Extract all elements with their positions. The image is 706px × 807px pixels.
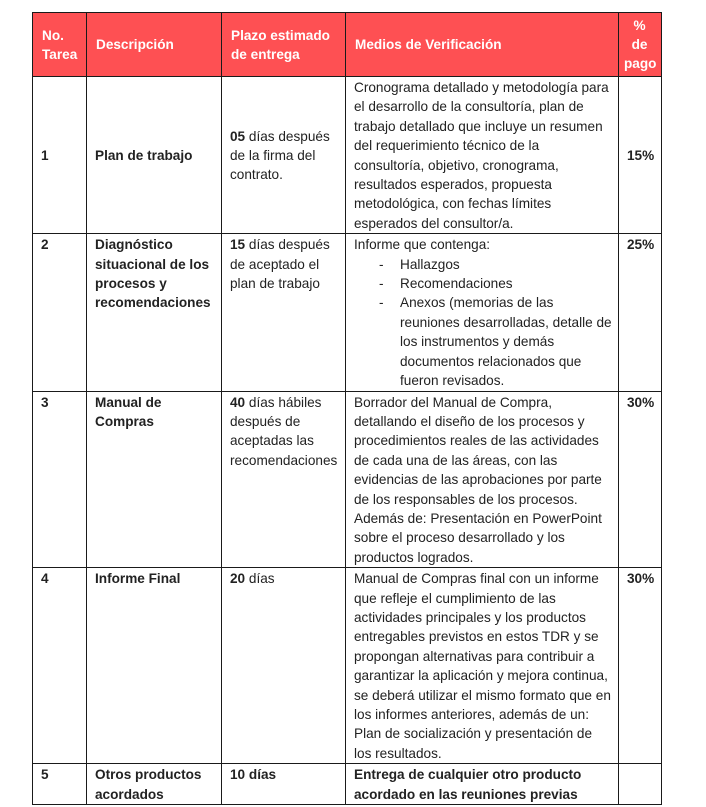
list-item: - Hallazgos bbox=[354, 255, 612, 274]
cell-plazo bbox=[222, 391, 346, 568]
cell-descripcion: Informe Final bbox=[87, 568, 222, 764]
plazo-days: 15 bbox=[230, 237, 246, 253]
cell-pago: 15% bbox=[619, 77, 662, 234]
plazo-days: 20 bbox=[230, 571, 246, 587]
header-medios: Medios de Verificación bbox=[346, 13, 619, 77]
header-pago: % de pago bbox=[619, 13, 662, 77]
cell-plazo bbox=[222, 77, 346, 234]
cell-pago: 30% bbox=[619, 391, 662, 568]
cell-no: 2 bbox=[33, 234, 87, 391]
plazo-days: 40 bbox=[230, 394, 246, 410]
plazo-text: días bbox=[245, 571, 275, 587]
header-descripcion: Descripción bbox=[87, 13, 222, 77]
table-row bbox=[33, 391, 662, 568]
table-row bbox=[33, 764, 662, 805]
cell-medios: Manual de Compras final con un informe que refleje el cumplimiento de las actividades principales y los productos entregables previstos en estos TDR y se propongan alternativas para contribuir a garantizar la aplicación y mejora continua, se deberá utilizar el mismo formato que en los informes anteriores, además de un: Plan de socialización y presentación de los resultados. bbox=[346, 568, 619, 764]
plazo-text: días hábiles después de aceptadas las recomendaciones bbox=[230, 394, 338, 468]
cell-medios: Entrega de cualquier otro producto acordado en las reuniones previas bbox=[346, 764, 619, 805]
cell-medios: Borrador del Manual de Compra, detallando el diseño de los procesos y procedimientos reales de las actividades de cada una de las áreas, con las evidencias de las aprobaciones por parte de los responsables de los procesos. Además de: Presentación en PowerPoint sobre el proceso desarrollado y los productos logrados. bbox=[346, 391, 619, 568]
plazo-text: días después de la firma del contrato. bbox=[230, 128, 330, 183]
cell-medios: Cronograma detallado y metodología para el desarrollo de la consultoría, plan de trabajo detallado que incluye un resumen del requerimiento técnico de la consultoría, objetivo, cronograma, resultados esperados, propuesta metodológica, con fechas límites esperados del consultor/a. bbox=[346, 77, 619, 234]
cell-plazo bbox=[222, 234, 346, 391]
cell-no: 5 bbox=[33, 764, 87, 805]
table-row bbox=[33, 568, 662, 764]
list-item: - Recomendaciones bbox=[354, 274, 612, 293]
plazo-text: días después de aceptado el plan de trabajo bbox=[230, 237, 330, 292]
medios-intro: Informe que contenga: bbox=[354, 237, 491, 253]
cell-plazo: 10 días bbox=[222, 764, 346, 805]
cell-no: 4 bbox=[33, 568, 87, 764]
table-header-row bbox=[33, 13, 662, 77]
cell-no: 3 bbox=[33, 391, 87, 568]
cell-pago bbox=[619, 764, 662, 805]
table-row bbox=[33, 77, 662, 234]
plazo-days: 05 bbox=[230, 128, 246, 144]
cell-descripcion: Plan de trabajo bbox=[87, 77, 222, 234]
cell-plazo bbox=[222, 568, 346, 764]
list-item: - Anexos (memorias de las reuniones desarrolladas, detalle de los instrumentos y demás documentos relacionados que fueron revisados. bbox=[354, 293, 612, 390]
cell-pago: 25% bbox=[619, 234, 662, 391]
cell-medios bbox=[346, 234, 619, 391]
cell-no: 1 bbox=[33, 77, 87, 234]
deliverables-table bbox=[32, 12, 662, 805]
header-no-tarea: No. Tarea bbox=[33, 13, 87, 77]
cell-pago: 30% bbox=[619, 568, 662, 764]
cell-descripcion: Diagnóstico situacional de los procesos y recomendaciones bbox=[87, 234, 222, 391]
cell-descripcion: Otros productos acordados bbox=[87, 764, 222, 805]
table-row bbox=[33, 234, 662, 391]
medios-list bbox=[354, 255, 612, 391]
header-plazo: Plazo estimado de entrega bbox=[222, 13, 346, 77]
cell-descripcion: Manual de Compras bbox=[87, 391, 222, 568]
